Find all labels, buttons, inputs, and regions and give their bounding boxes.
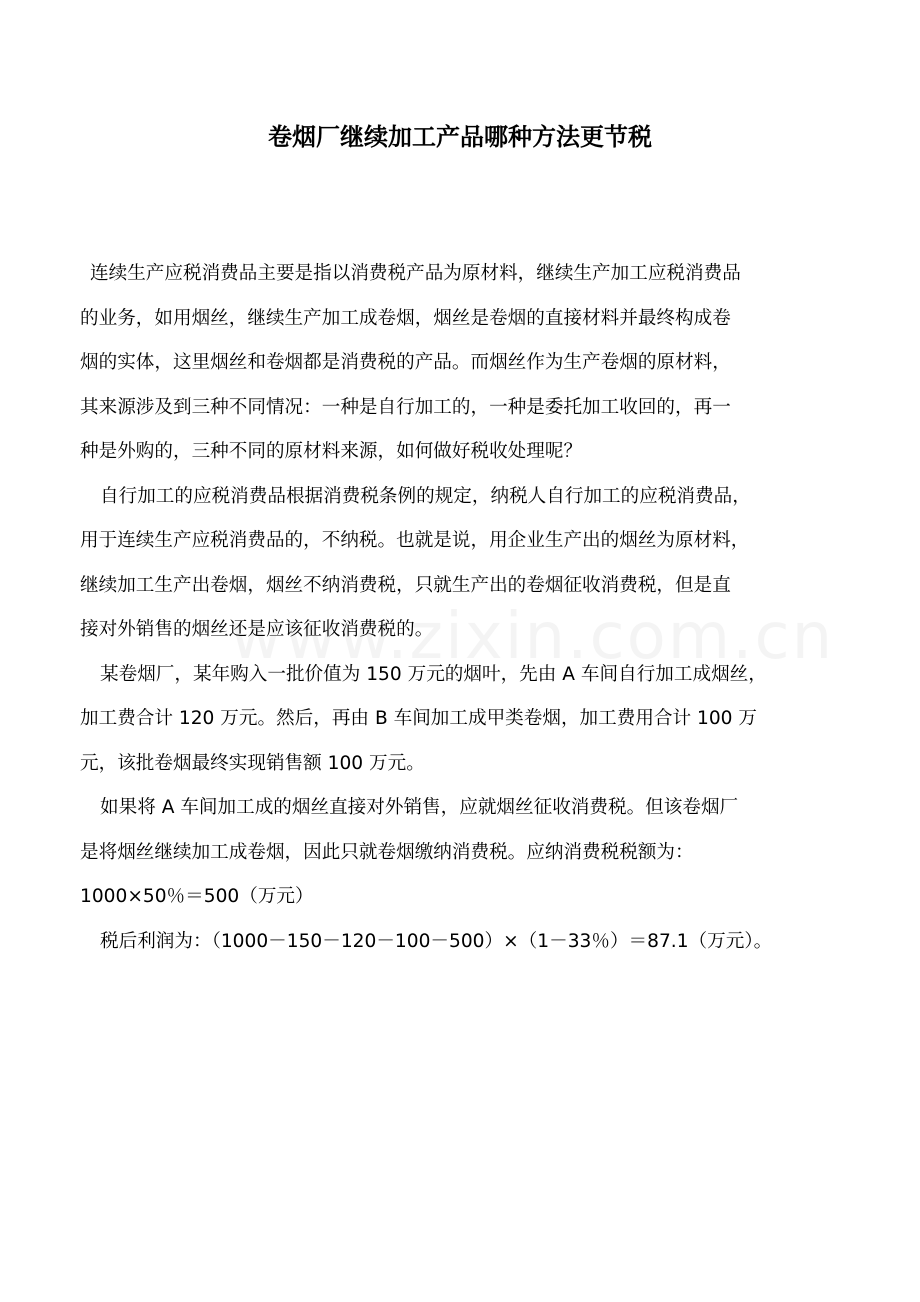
body-line: 自行加工的应税消费品根据消费税条例的规定，纳税人自行加工的应税消费品， [100, 485, 751, 507]
body-line: 接对外销售的烟丝还是应该征收消费税的。 [80, 619, 434, 640]
body-line: 元，该批卷烟最终实现销售额 100 万元。 [80, 752, 425, 774]
body-line: 如果将 A 车间加工成的烟丝直接对外销售，应就烟丝征收消费税。但该卷烟厂 [100, 797, 739, 818]
body-line: 种是外购的，三种不同的原材料来源，如何做好税收处理呢？ [80, 441, 583, 462]
body-line: 加工费合计 120 万元。然后，再由 B 车间加工成甲类卷烟，加工费用合计 100 万 [80, 708, 758, 729]
body-line: 其来源涉及到三种不同情况：一种是自行加工的，一种是委托加工收回的，再一 [80, 396, 731, 418]
body-line: 的业务，如用烟丝，继续生产加工成卷烟，烟丝是卷烟的直接材料并最终构成卷 [80, 307, 731, 329]
body-line: 烟的实体，这里烟丝和卷烟都是消费税的产品。而烟丝作为生产卷烟的原材料， [80, 352, 731, 373]
body-line: 是将烟丝继续加工成卷烟，因此只就卷烟缴纳消费税。应纳消费税税额为： [80, 841, 694, 863]
body-line: 1000×50％＝500（万元） [80, 886, 314, 907]
document-title: 卷烟厂继续加工产品哪种方法更节税 [268, 123, 652, 151]
body-line: 连续生产应税消费品主要是指以消费税产品为原材料，继续生产加工应税消费品 [90, 263, 741, 284]
body-line: 用于连续生产应税消费品的，不纳税。也就是说，用企业生产出的烟丝为原材料， [80, 530, 750, 551]
body-line: 某卷烟厂，某年购入一批价值为 150 万元的烟叶，先由 A 车间自行加工成烟丝， [100, 663, 767, 685]
document-body [80, 252, 850, 964]
body-line: 继续加工生产出卷烟，烟丝不纳消费税，只就生产出的卷烟征收消费税，但是直 [80, 574, 731, 596]
body-line: 税后利润为：（1000－150－120－100－500）×（1－33％）＝87.1（万元）。 [100, 930, 773, 952]
